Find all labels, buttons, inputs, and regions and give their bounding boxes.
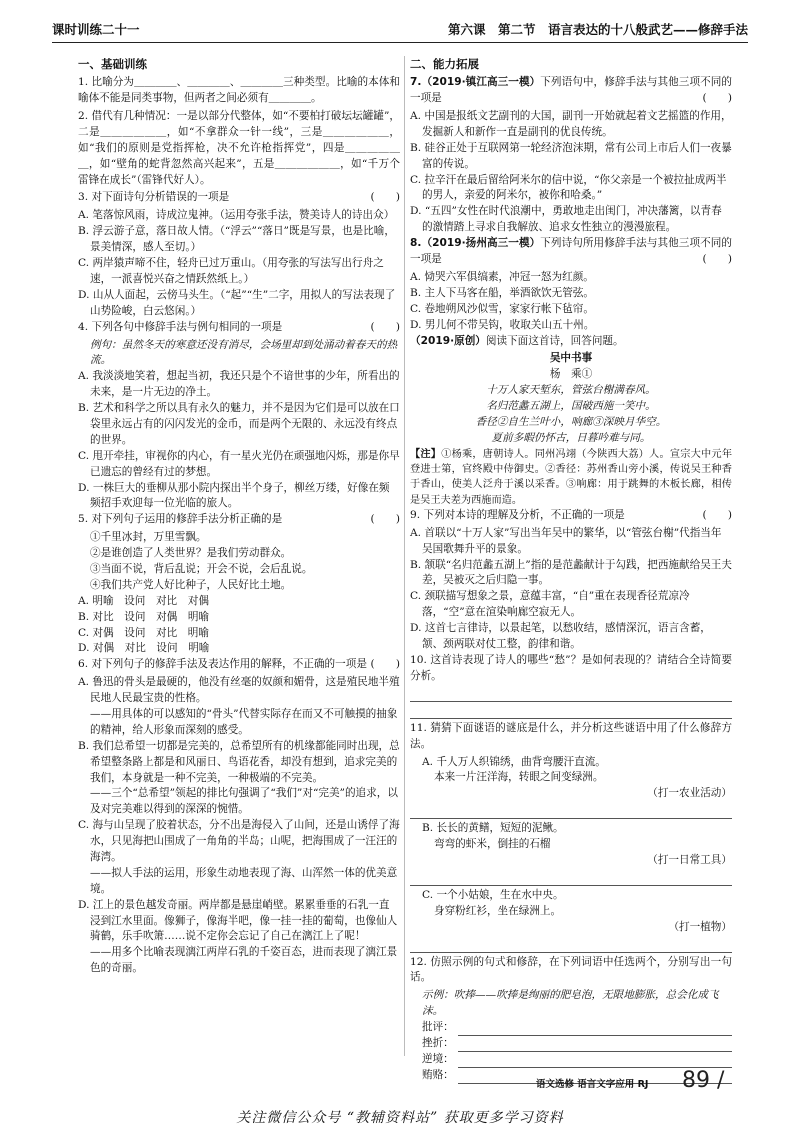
poem-notes-label: 【注】 [410, 447, 442, 460]
poem-author: 杨 乘① [549, 368, 593, 381]
question-5-option-b: B. 对比 设问 对偶 明喻 [78, 610, 210, 623]
question-6-option-b: B. 我们总希望一切都是完美的，总希望所有的机缘都能同时出现，总希望整条路上都是和风丽日、鸟语花香，却没有想到，追求完美的我们，本身就是一种不完美，一种极端的不完美。 [78, 739, 400, 784]
question-3-stem: 3. 对下面诗句分析错误的一项是 [78, 191, 230, 204]
question-6-stem: 6. 对下列句子的修辞手法及表达作用的解释，不正确的一项是 [78, 658, 367, 671]
fill-label: 挫折： [422, 1036, 454, 1049]
question-4-option-b: B. 艺术和科学之所以具有永久的魅力，并不是因为它们是可以放在口袋里永远占有的闪闪发光的金币，而是两个无限的、永远没有终点的世界。 [78, 402, 400, 446]
question-11-stem: 11. 猜猜下面谜语的谜底是什么，并分析这些谜语中用了什么修辞方法。 [410, 721, 732, 750]
question-1: 1. 比喻分为＿＿＿＿、＿＿＿＿、＿＿＿＿三种类型。比喻的本体和喻体不能是同类事物，但两者之间必须有＿＿＿＿。 [78, 76, 400, 105]
fill-label: 批评： [422, 1021, 454, 1034]
question-4-option-d: D. 一株巨大的垂柳从那小院内探出半个身子，柳丝万缕，好像在频频招手欢迎每一位光临的旅人。 [78, 481, 390, 510]
question-8-option-a: A. 恸哭六军俱缟素，冲冠一怒为红颜。 [410, 270, 594, 283]
page-header [52, 18, 748, 43]
question-9-option-b: B. 颔联“名归范蠡五湖上”指的是范蠡献计于勾践，把西施献给吴王夫差，吴被灭之后归隐一事。 [410, 558, 732, 587]
question-10-stem: 10. 这首诗表现了诗人的哪些“愁”？是如何表现的？请结合全诗简要分析。 [410, 653, 732, 682]
question-2: 2. 借代有几种情况：一是以部分代整体，如“不要柏打破坛坛罐罐”，二是＿＿＿＿＿＿，如“不拿群众一针一线”，三是＿＿＿＿＿＿，如“我们的原则是党指挥枪，决不允许枪指挥党”，四是＿＿＿＿＿＿，如“壁角的蛇背忽然高兴起来”，五是＿＿＿＿＿＿，如“千万个雷锋在成长”（雷锋代好人）。 [78, 110, 400, 186]
question-6-explain-b: ——三个“总希望”领起的排比句强调了“我们”对“完美”的追求，以及对完美难以得到的深深的惋惜。 [90, 787, 398, 816]
question-9-option-c: C. 颈联描写想象之景，意蕴丰富，“自”重在表现香径荒凉冷落，“空”意在渲染响廊空寂无人。 [410, 590, 690, 619]
poem-notes [410, 447, 732, 508]
question-5-option-a: A. 明喻 设问 对比 对偶 [78, 594, 209, 607]
question-6-option-c: C. 海与山呈现了胶着状态，分不出是海侵入了山间，还是山诱俘了海水，只见海把山围成了一角角的半岛；山呢，把海围成了一汪汪的海湾。 [78, 819, 400, 863]
question-8 [410, 236, 732, 333]
fill-label: 逆境： [422, 1052, 454, 1065]
question-8-option-c: C. 卷地朔风沙似雪，家家行帐下毡帘。 [410, 302, 594, 315]
question-4-option-a: A. 我淡淡地笑着，想起当初，我还只是个不谙世事的少年，所看出的未来，是一片无边的净土。 [78, 370, 400, 399]
answer-line[interactable] [410, 938, 732, 953]
question-6-option-a: A. 鲁迅的骨头是最硬的，他没有丝毫的奴颜和媚骨，这是殖民地半殖民地人民最宝贵的性格。 [78, 676, 400, 705]
question-6 [78, 657, 400, 977]
answer-line[interactable] [458, 1023, 732, 1036]
question-6-explain-c: ——拟人手法的运用，形象生动地表现了海、山浑然一体的优美意境。 [90, 866, 398, 895]
question-6-option-d: D. 江上的景色越发奇丽。两岸都是悬崖峭壁。累累垂垂的石乳一直浸到江水里面。像狮子，像海半吧，像一挂一挂的葡萄，也像仙人骑鹤，乐手吹箫……说不定你会忘记了自己在漓江上了呢！ [78, 898, 398, 943]
riddle-c-line-2: 身穿粉红衫，坐在绿洲上。 [434, 904, 562, 917]
answer-bracket: ( ) [370, 658, 400, 671]
question-9 [410, 508, 732, 653]
question-9-option-a: A. 首联以“十万人家”写出当年吴中的繁华，以“管弦台榭”代指当年吴国歌舞升平的景象。 [410, 526, 722, 555]
answer-line[interactable] [410, 704, 732, 719]
question-7-option-d: D. “五四”女性在时代浪潮中，勇敢地走出闺门，冲决藩篱，以青春的激情踏上寻求自我解放、追求女性独立的漫漫旅程。 [410, 205, 722, 234]
header-right-title: 第六课 第二节 语言表达的十八般武艺——修辞手法 [447, 22, 748, 38]
section-ability-extension: 二、能力拓展 [410, 57, 479, 71]
promo-handwritten-banner: 关注微信公众号 “教辅资料站” 获取更多学习资料 [236, 1110, 564, 1126]
question-7 [410, 75, 732, 236]
riddle-a-line-1: A. 千人万人织锦绣，曲背弯腰汗直流。 [422, 755, 606, 768]
answer-bracket: ( ) [370, 513, 400, 526]
question-8-source: 8.（2019·扬州高三一模） [410, 237, 541, 250]
question-8-stem: 下列诗句所用修辞手法与其他三项不同的一项是 [410, 237, 733, 266]
question-3-option-d: D. 山从人面起，云傍马头生。（“起”“生”二字，用拟人的写法表现了山势险峻，白云悠闲。） [78, 288, 396, 317]
riddle-b-line-1: B. 长长的黄鳝，短短的泥鳅。 [422, 822, 564, 835]
question-7-stem: 下列语句中，修辞手法与其他三项不同的一项是 [410, 76, 733, 105]
question-8-option-d: D. 男儿何不带吴钩，收取关山五十州。 [410, 318, 595, 331]
fill-field-criticism [410, 1020, 732, 1036]
riddle-c-hint: （打一植物） [668, 920, 732, 933]
answer-line[interactable] [410, 687, 732, 702]
fill-label: 贿赂： [422, 1068, 454, 1081]
poem-title: 吴中书事 [549, 352, 593, 365]
question-7-option-c: C. 拉辛汗在最后留给阿米尔的信中说，“你父亲是一个被拉扯成两半的男人，亲爱的阿米尔，被你和哈桑。” [410, 173, 727, 202]
answer-bracket: ( ) [370, 191, 400, 204]
question-3 [78, 190, 400, 319]
poem-line: 香径②自生兰叶小，响廊③深映月华空。 [475, 415, 667, 428]
poem-line: 十万人家天堑东，管弦台榭满春风。 [486, 384, 656, 397]
poem-intro-source: （2019·原创） [410, 334, 486, 347]
question-5-item-1: ①千里冰封，万里雪飘。 [90, 531, 207, 544]
poem-notes-text: ①杨乘，唐朝诗人。同州冯翊（今陕西大荔）人。宣宗大中元年登进士第，官终殿中侍御史。②香径：苏州香山旁小溪，传说吴王种香于香山，使美人泛舟于溪以采香。③响廊：用于跳舞的木板长廊，相传是吴王夫差为西施而造。 [410, 448, 733, 506]
question-12-stem: 12. 仿照示例的句式和修辞，在下列词语中任选两个，分别写出一句话。 [410, 955, 732, 984]
question-7-option-a: A. 中国是报纸文艺副刊的大国，副刊一开始就起着文艺摇篮的作用，发掘新人和新作一直是副刊的优良传统。 [410, 110, 732, 138]
poem-line: 名归范蠡五湖上，国破西施一笑中。 [486, 400, 656, 413]
riddle-a-line-2: 本来一片汪洋海，转眼之间变绿洲。 [434, 771, 604, 784]
question-5-item-3: ③当面不说，背后乱说；开会不说，会后乱说。 [90, 562, 313, 575]
answer-line[interactable] [410, 804, 732, 819]
question-3-option-b: B. 浮云游子意，落日故人情。（“浮云”“落日”既是写景，也是比喻，景美情深，感人至切。） [78, 225, 395, 254]
question-5 [78, 512, 400, 657]
riddle-b-hint: （打一日常工具） [647, 853, 732, 866]
poem-intro-text: 阅读下面这首诗，回答问题。 [485, 334, 624, 347]
answer-line[interactable] [458, 1039, 732, 1052]
riddle-c-line-1: C. 一个小姑娘，生在水中央。 [422, 888, 564, 901]
question-3-option-c: C. 两岸猿声啼不住，轻舟已过万重山。（用夸张的写法写出行舟之速，一派喜悦兴奋之情跃然纸上。） [78, 257, 384, 285]
right-column [410, 56, 732, 1084]
poem-intro [410, 334, 732, 350]
question-4-option-c: C. 甩开牵挂，审视你的内心，有一星火光仍在顽强地闪烁，那是你早已遗忘的曾经有过的梦想。 [78, 449, 400, 478]
answer-bracket: ( ) [370, 320, 400, 333]
question-10 [410, 653, 732, 719]
question-8-option-b: B. 主人下马客在船，举酒欲饮无管弦。 [410, 286, 595, 299]
question-7-option-b: B. 硅谷正处于互联网第一轮经济泡沫期，常有公司上市后人们一夜暴富的传说。 [410, 141, 732, 170]
question-11 [410, 721, 732, 953]
question-5-stem: 5. 对下列句子运用的修辞手法分析正确的是 [78, 513, 283, 526]
question-4-example: 例句：虽然冬天的寒意还没有消尽，会场里却到处涌动着春天的热流。 [90, 338, 398, 367]
answer-bracket: ( ) [702, 253, 732, 266]
question-6-explain-d: ——用多个比喻表现漓江两岸石乳的千姿百态，进而表现了漓江景色的奇丽。 [90, 946, 398, 975]
answer-bracket: ( ) [702, 508, 732, 521]
section-basic-training: 一、基础训练 [78, 57, 147, 71]
question-6-explain-a: ——用具体的可以感知的“骨头”代替实际存在而又不可触摸的抽象的精神，给人形象而深刻的感受。 [90, 707, 398, 736]
riddle-a-hint: （打一农业活动） [647, 787, 732, 800]
question-3-option-a: A. 笔落惊风雨，诗成泣鬼神。（运用夸张手法，赞美诗人的诗出众） [78, 209, 395, 222]
question-5-option-c: C. 对偶 设问 对比 明喻 [78, 626, 209, 639]
fill-field-setback [410, 1036, 732, 1052]
column-divider [404, 56, 405, 1056]
question-7-source: 7.（2019·镇江高三一模） [410, 76, 541, 89]
poem-line: 夏前多暇仍怀古，日暮吟难与同。 [491, 431, 651, 444]
question-9-stem: 9. 下列对本诗的理解及分析，不正确的一项是 [410, 508, 625, 521]
left-column [78, 56, 400, 977]
answer-line[interactable] [410, 871, 732, 886]
question-5-item-4: ④我们共产党人好比种子，人民好比土地。 [90, 578, 292, 591]
question-9-option-d: D. 这首七言律诗，以景起笔，以愁收结，感情深沉，语言含蓄，颔、颈两联对仗工整，韵律和谐。 [410, 622, 711, 651]
book-series-tag: 语文选修 语言文字应用 RJ [536, 1079, 649, 1090]
question-12-example: 示例：吹捧——吹捧是绚丽的肥皂泡，无限地膨胀，总会化成飞沫。 [422, 989, 719, 1018]
question-5-item-2: ②是谁创造了人类世界？是我们劳动群众。 [90, 547, 292, 560]
question-5-option-d: D. 对偶 对比 设问 明喻 [78, 642, 210, 655]
answer-bracket: ( ) [702, 92, 732, 105]
question-4-stem: 4. 下列各句中修辞手法与例句相同的一项是 [78, 320, 283, 333]
riddle-b-line-2: 弯弯的虾米，倒挂的石榴 [434, 838, 551, 851]
header-left-title: 课时训练二十一 [52, 22, 140, 38]
question-4 [78, 320, 400, 513]
page-number: 89 / [682, 1068, 725, 1093]
